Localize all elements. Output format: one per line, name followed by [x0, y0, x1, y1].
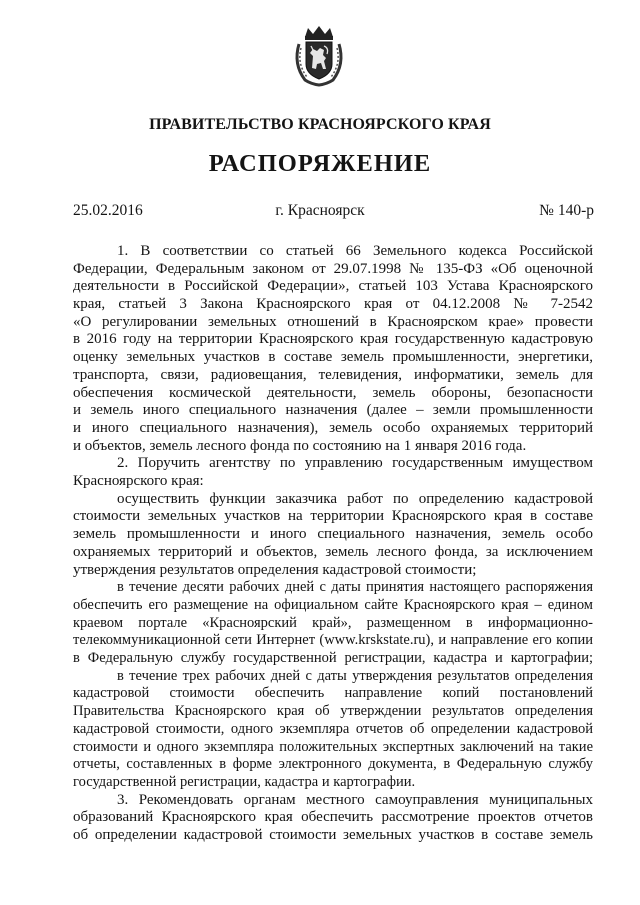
body-line: обеспечить его размещение на официальном сайте Красноярского края – едином [73, 597, 593, 613]
document-date: 25.02.2016 [73, 202, 143, 219]
body-line: телекоммуникационной сети Интернет (www.krskstate.ru), и направление его копии [73, 632, 593, 648]
body-line: кадастровой стоимости обеспечить направление копий постановлений [73, 685, 593, 701]
document-type-heading: РАСПОРЯЖЕНИЕ [208, 150, 432, 177]
body-line: в 2016 году на территории Красноярского края государственную кадастровую [73, 331, 593, 347]
body-line: 2. Поручить агентству по управлению государственным имуществом [117, 455, 593, 471]
body-line: земель промышленности и иного специального назначения, земель особо [73, 526, 593, 542]
body-line: отчеты, составленных в форме электронного документа, в Федеральную службу [73, 756, 593, 772]
body-line: оценку земельных участков в составе земель промышленности, энергетики, [73, 349, 593, 365]
government-title: ПРАВИТЕЛЬСТВО КРАСНОЯРСКОГО КРАЯ [149, 116, 491, 133]
body-line: «О регулировании земельных отношений в Красноярском крае» провести [73, 314, 593, 330]
body-line: Правительства Красноярского края об утверждении результатов определения [73, 703, 593, 719]
krasnoyarsk-coat-of-arms-icon [291, 24, 347, 87]
body-line: в течение десяти рабочих дней с даты принятия настоящего распоряжения [117, 579, 593, 595]
body-line: края, статьей 3 Закона Красноярского края от 04.12.2008 № 7-2542 [73, 296, 593, 312]
body-line: и иного специального назначения), земель особо охраняемых территорий [73, 420, 593, 436]
body-line: в течение трех рабочих дней с даты утверждения результатов определения [117, 668, 593, 684]
document-number: № 140-р [539, 202, 594, 219]
body-line: обеспечения космической деятельности, земель обороны, безопасности [73, 385, 593, 401]
body-line: 3. Рекомендовать органам местного самоуправления муниципальных [117, 792, 593, 808]
body-line: стоимости земельных участков на территории Красноярского края в составе [73, 508, 593, 524]
body-line: государственной регистрации, кадастра и картографии. [73, 774, 416, 790]
body-line: краевом портале «Красноярский край», размещенном в информационно- [73, 615, 593, 631]
body-line: транспорта, связи, радиовещания, телевидения, информатики, земель для [73, 367, 593, 383]
body-line: и земель иного специального назначения (далее – земли промышленности [73, 402, 593, 418]
body-line: Федерации, Федеральным законом от 29.07.1998 № 135-ФЗ «Об оценочной [73, 261, 593, 277]
body-line: кадастровой стоимости, одного экземпляра отчетов об определении кадастровой [73, 721, 593, 737]
body-line: утверждения результатов определения кадастровой стоимости; [73, 562, 477, 578]
body-line: охраняемых территорий и объектов, земель лесного фонда, за исключением [73, 544, 593, 560]
body-line: об определении кадастровой стоимости земельных участков в составе земель [73, 827, 593, 843]
body-line: и объектов, земель лесного фонда по состоянию на 1 января 2016 года. [73, 438, 527, 454]
body-line: в Федеральную службу государственной регистрации, кадастра и картографии; [73, 650, 593, 666]
body-line: 1. В соответствии со статьей 66 Земельного кодекса Российской [117, 243, 593, 259]
body-line: Красноярского края: [73, 473, 204, 489]
body-line: образований Красноярского края обеспечить рассмотрение проектов отчетов [73, 809, 593, 825]
body-line: стоимости и одного экземпляра положительных экспертных заключений на такие [73, 739, 593, 755]
body-line: осуществить функции заказчика работ по определению кадастровой [117, 491, 593, 507]
body-line: деятельности в Российской Федерации», статьей 103 Устава Красноярского [73, 278, 593, 294]
document-city: г. Красноярск [275, 202, 365, 219]
